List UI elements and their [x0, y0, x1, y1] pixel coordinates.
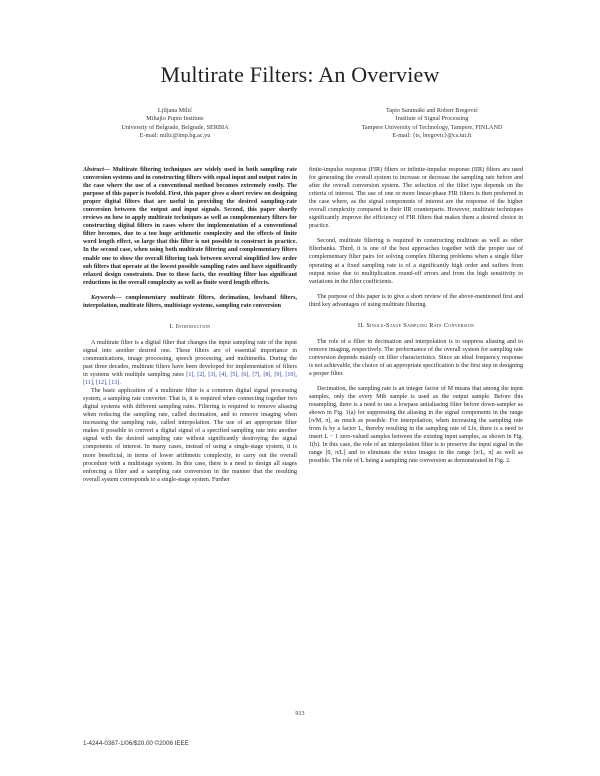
right-column [309, 166, 523, 466]
author-email: E-mail: {ts, bregovic}@cs.tut.fi [392, 132, 472, 140]
author-address: Tampere University of Technology, Tampere, FINLAND [361, 123, 503, 131]
body-paragraph: The role of a filter in decimation and interpolation is to suppress aliasing and to remove imaging, respectively. The performance of the overall system for sampling rate conversion depends mainly on filter characteristics. Since an ideal frequency response is not achievable, the choice of an appropriate specification is the first step in designing a proper filter. [309, 338, 523, 377]
body-paragraph: Second, multirate filtering is required in constructing multirate as well as other filterbanks. Third, it is one of the best approaches together with the proper use of complementary filter pairs for solving complex filtering problems when a single filter operating at a fixed sampling rate is of a significantly high order and suffers from output noise due to multiplication round-off errors and from the high sensitivity to variations in the filter coefficients. [309, 238, 523, 285]
author-block-left [90, 107, 260, 141]
body-paragraph: The purpose of this paper is to give a short review of the above-mentioned first and third key advantages of using multirate filtering. [309, 293, 523, 308]
author-affiliation: Institute of Signal Processing [395, 115, 469, 123]
body-paragraph: finite-impulse response (FIR) filters or infinite-impulse response (IIR) filters are used for generating the overall system to increase or decrease the sampling rate before and after the overall conversion system. The selection of the filter type depends on the criteria of interest. The use of one or more linear-phase FIR filters is then preferred in the case where, as the signal components of interest are the response of the higher overall complexity compared to their IIR counterparts. However, multirate techniques significantly improve the efficiency of FIR filters that makes them a desired choice in practice. [309, 167, 523, 230]
keywords [83, 294, 297, 310]
body-paragraph: The basic application of a multirate filter is a common digital signal processing system, a sampling rate converter. That is, it is required when connecting together two digital systems with different sampling rates. Filtering is required to remove aliasing when reducing the sampling rate, called decimation, and to remove imaging when increasing the sampling rate, called interpolation. The use of an appropriate filter makes it possible to convert a digital signal of a specified sampling rate into another signal with the desired sampling rate without significantly destroying the signal components of interest. In many cases, instead of using a single-stage system, it is more beneficial, in terms of lower arithmetic complexity, to carry out the overall procedure with a multistage system. In this case, there is a need to design all stages enforcing a filter and a sampling rate conversion in the manner that the resulting overall system corresponds to a single-stage system. Further [83, 388, 297, 483]
author-affiliation: Mihajlo Pupin Institute [146, 115, 204, 123]
author-block-right [318, 107, 546, 141]
author-address: University of Belgrade, Belgrade, SERBIA [121, 123, 229, 131]
left-column [83, 166, 297, 484]
author-name: Tapio Saramäki and Robert Bregović [385, 107, 478, 114]
keywords-text: — complementary multirate filters, decimation, lowband filters, interpolation, multirate filters, multistage systems, sampling rate conversion [83, 294, 297, 309]
author-email: E-mail: milic@imp.bg.ac.yu [139, 132, 211, 140]
abstract [83, 166, 297, 287]
keywords-label: Keywords [91, 294, 116, 301]
body-paragraph: Decimation, the sampling rate is an integer factor of M means that among the input samples, only the every Mth sample is used as the output sample. Before this resampling, there is a need to use a lowpass antialiasing filter before down-sampler as shown in Fig. 1(a) for suppressing the aliasing in the signal components in the range [π/M, π], as much as possible. For interpolation, when increasing the sampling rate from fs by a factor L, thereby resulting in the sampling rate of Lfs, there is a need to insert L − 1 zero-valued samples between the existing input samples, as shown in Fig. 1(b). In this case, the role of an interpolation filter is to preserve the input signal in the range [0, π/L] and to eliminate the extra images in the range [π/L, π] as well as possible. The role of L being a sampling rate conversion as demonstrated in Fig. 2. [309, 386, 523, 465]
section-heading-single-stage: II. Single-Stage Sampling Rate Conversion [357, 321, 475, 329]
abstract-text: — Multirate filtering techniques are widely used in both sampling rate conversion systems and in constructing filters with equal input and output rates in the case where the use of a conventional method becomes extremely costly. The purpose of this paper is twofold. First, this paper gives a short review on designing proper digital filters that are useful in providing the desired sampling-rate conversion between the output and input signals. Second, this paper shortly reviews on how to apply multirate techniques as well as complementary filters for constructing digital filters in cases where the implementation of a conventional filter becomes, due to a too huge arithmetic complexity and the effects of finite word length effect, so large that this filter is not possible to construct in practice. In the second case, when using both multirate filtering and complementary filters enable one to show the overall filtering task between several simplified low order sub filters that operate at the lowest possible sampling rates and have significantly relaxed design constraints. Due to these facts, the resulting filter has significant reductions in the overall complexity as well as finite word length effects. [83, 167, 297, 286]
abstract-label: Abstract [83, 167, 104, 173]
section-heading-introduction: I. Introduction [169, 322, 211, 330]
body-paragraph: A multirate filter is a digital filter that changes the input sampling rate of the input signal into another desired one. These filters are of essential importance in communications, image processing, speech processing, and multimedia. During the past three decades, multirate filters have been developed for implementation of filters in systems with multiple sampling rates [1], [2], [3], [4], [5], [6], [7], [8], [9], [10], [11], [12], [13]. [83, 339, 298, 387]
author-name: Ljiljana Milić [157, 107, 193, 114]
reference-links[interactable]: [1], [2], [3], [4], [5], [6], [7], [8], [9], [10], [11], [12], [13]. [83, 372, 298, 387]
paper-title: Multirate Filters: An Overview [160, 62, 440, 87]
page-number: 913 [295, 710, 305, 717]
footer-copyright: 1-4244-0387-1/06/$20.00 ©2006 IEEE [83, 740, 189, 747]
